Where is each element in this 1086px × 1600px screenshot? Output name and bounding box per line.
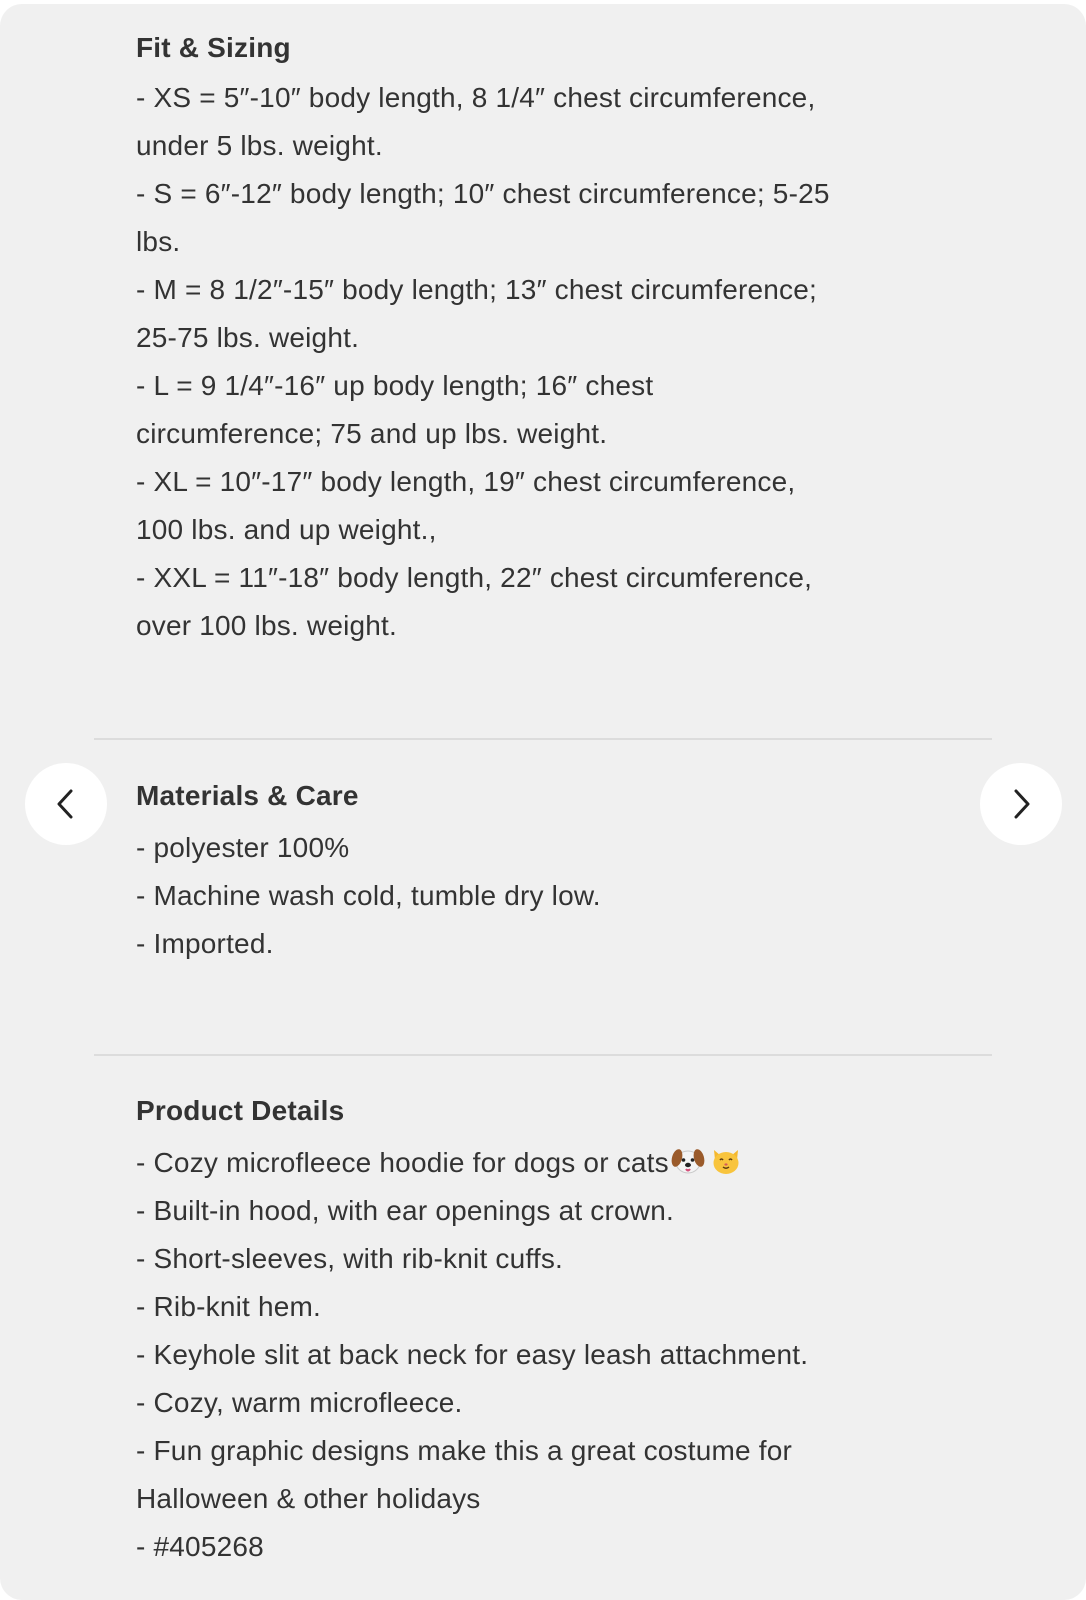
list-item: under 5 lbs. weight. xyxy=(136,130,383,161)
list-item: over 100 lbs. weight. xyxy=(136,610,398,641)
materials-care-section xyxy=(136,776,956,968)
list-item xyxy=(136,1139,956,1187)
list-item: Halloween & other holidays xyxy=(136,1483,481,1514)
list-item: - polyester 100% xyxy=(136,832,350,863)
list-item-text: - Cozy microfleece hoodie for dogs or cats xyxy=(136,1147,669,1178)
list-item: lbs. xyxy=(136,226,181,257)
list-item: 100 lbs. and up weight., xyxy=(136,514,437,545)
list-item: circumference; 75 and up lbs. weight. xyxy=(136,418,608,449)
list-item: - Fun graphic designs make this a great costume for xyxy=(136,1435,793,1466)
product-details-section xyxy=(136,1091,956,1571)
list-item: - Keyhole slit at back neck for easy leash attachment. xyxy=(136,1339,809,1370)
product-details-lines xyxy=(136,1139,956,1571)
list-item: - L = 9 1/4″-16″ up body length; 16″ chest xyxy=(136,370,654,401)
list-item: - Imported. xyxy=(136,928,274,959)
list-item: - XS = 5″-10″ body length, 8 1/4″ chest circumference, xyxy=(136,82,816,113)
cat-face-icon xyxy=(709,1144,743,1178)
list-item: - Machine wash cold, tumble dry low. xyxy=(136,880,601,911)
chevron-right-icon xyxy=(1006,787,1036,821)
list-item: - M = 8 1/2″-15″ body length; 13″ chest circumference; xyxy=(136,274,817,305)
product-details-title: Product Details xyxy=(136,1095,345,1126)
previous-button[interactable] xyxy=(25,763,107,845)
list-item: - Built-in hood, with ear openings at crown. xyxy=(136,1195,674,1226)
dog-face-icon xyxy=(671,1144,705,1178)
materials-care-title: Materials & Care xyxy=(136,780,359,811)
fit-sizing-lines xyxy=(136,74,956,650)
list-item: - #405268 xyxy=(136,1531,264,1562)
list-item: - XL = 10″-17″ body length, 19″ chest circumference, xyxy=(136,466,796,497)
list-item: - Cozy, warm microfleece. xyxy=(136,1387,463,1418)
list-item: - Rib-knit hem. xyxy=(136,1291,322,1322)
list-item: 25-75 lbs. weight. xyxy=(136,322,360,353)
next-button[interactable] xyxy=(980,763,1062,845)
section-divider xyxy=(94,1054,992,1056)
chevron-left-icon xyxy=(51,787,81,821)
list-item: - Short-sleeves, with rib-knit cuffs. xyxy=(136,1243,564,1274)
section-divider xyxy=(94,738,992,740)
list-item: - XXL = 11″-18″ body length, 22″ chest circumference, xyxy=(136,562,813,593)
list-item: - S = 6″-12″ body length; 10″ chest circumference; 5-25 xyxy=(136,178,830,209)
product-info-card xyxy=(0,4,1086,1600)
fit-sizing-title: Fit & Sizing xyxy=(136,32,291,63)
fit-sizing-section xyxy=(136,28,956,650)
materials-care-lines xyxy=(136,824,956,968)
